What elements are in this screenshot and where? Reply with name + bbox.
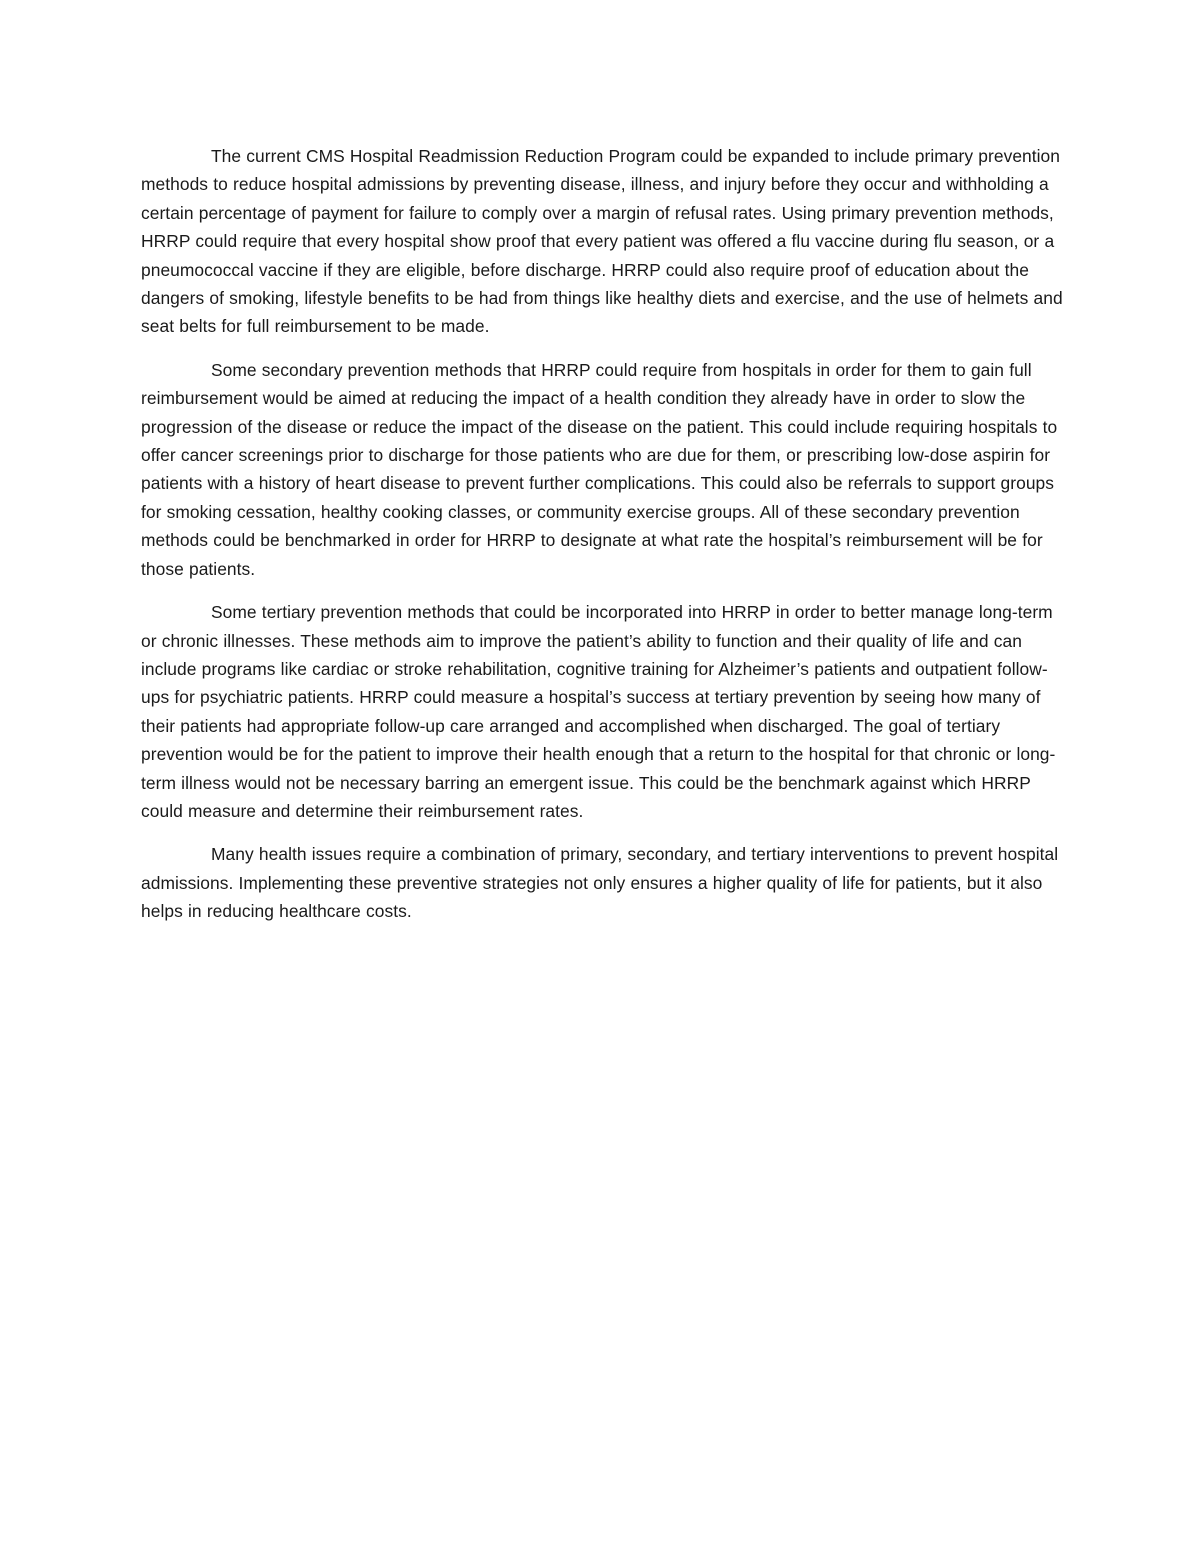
paragraph-conclusion: Many health issues require a combination of primary, secondary, and tertiary interventions to prevent hospital admissions. Implementing these preventive strategies not only ensures a higher quality of life for patients, but it also helps in reducing healthcare costs. xyxy=(141,844,1059,922)
paragraph-primary-prevention: The current CMS Hospital Readmission Reduction Program could be expanded to include primary prevention methods to reduce hospital admissions by preventing disease, illness, and injury before they occur and withholding a certain percentage of payment for failure to comply over a margin of refusal rates. Using primary prevention methods, HRRP could require that every hospital show proof that every patient was offered a flu vaccine during flu season, or a pneumococcal vaccine if they are eligible, before discharge. HRRP could also require proof of education about the dangers of smoking, lifestyle benefits to be had from things like healthy diets and exercise, and the use of helmets and seat belts for full reimbursement to be made. xyxy=(141,146,1063,337)
paragraph-secondary-prevention: Some secondary prevention methods that HRRP could require from hospitals in order for them to gain full reimbursement would be aimed at reducing the impact of a health condition they already have in order to slow the progression of the disease or reduce the impact of the disease on the patient. This could include requiring hospitals to offer cancer screenings prior to discharge for those patients who are due for them, or prescribing low-dose aspirin for patients with a history of heart disease to prevent further complications. This could also be referrals to support groups for smoking cessation, healthy cooking classes, or community exercise groups. All of these secondary prevention methods could be benchmarked in order for HRRP to designate at what rate the hospital’s reimbursement will be for those patients. xyxy=(141,359,1058,579)
document-body xyxy=(141,142,1064,941)
paragraph-tertiary-prevention: Some tertiary prevention methods that could be incorporated into HRRP in order to better manage long-term or chronic illnesses. These methods aim to improve the patient’s ability to function and their quality of life and can include programs like cardiac or stroke rehabilitation, cognitive training for Alzheimer’s patients and outpatient follow-ups for psychiatric patients. HRRP could measure a hospital’s success at tertiary prevention by seeing how many of their patients had appropriate follow-up care arranged and accomplished when discharged. The goal of tertiary prevention would be for the patient to improve their health enough that a return to the hospital for that chronic or long-term illness would not be necessary barring an emergent issue. This could be the benchmark against which HRRP could measure and determine their reimbursement rates. xyxy=(141,602,1056,821)
